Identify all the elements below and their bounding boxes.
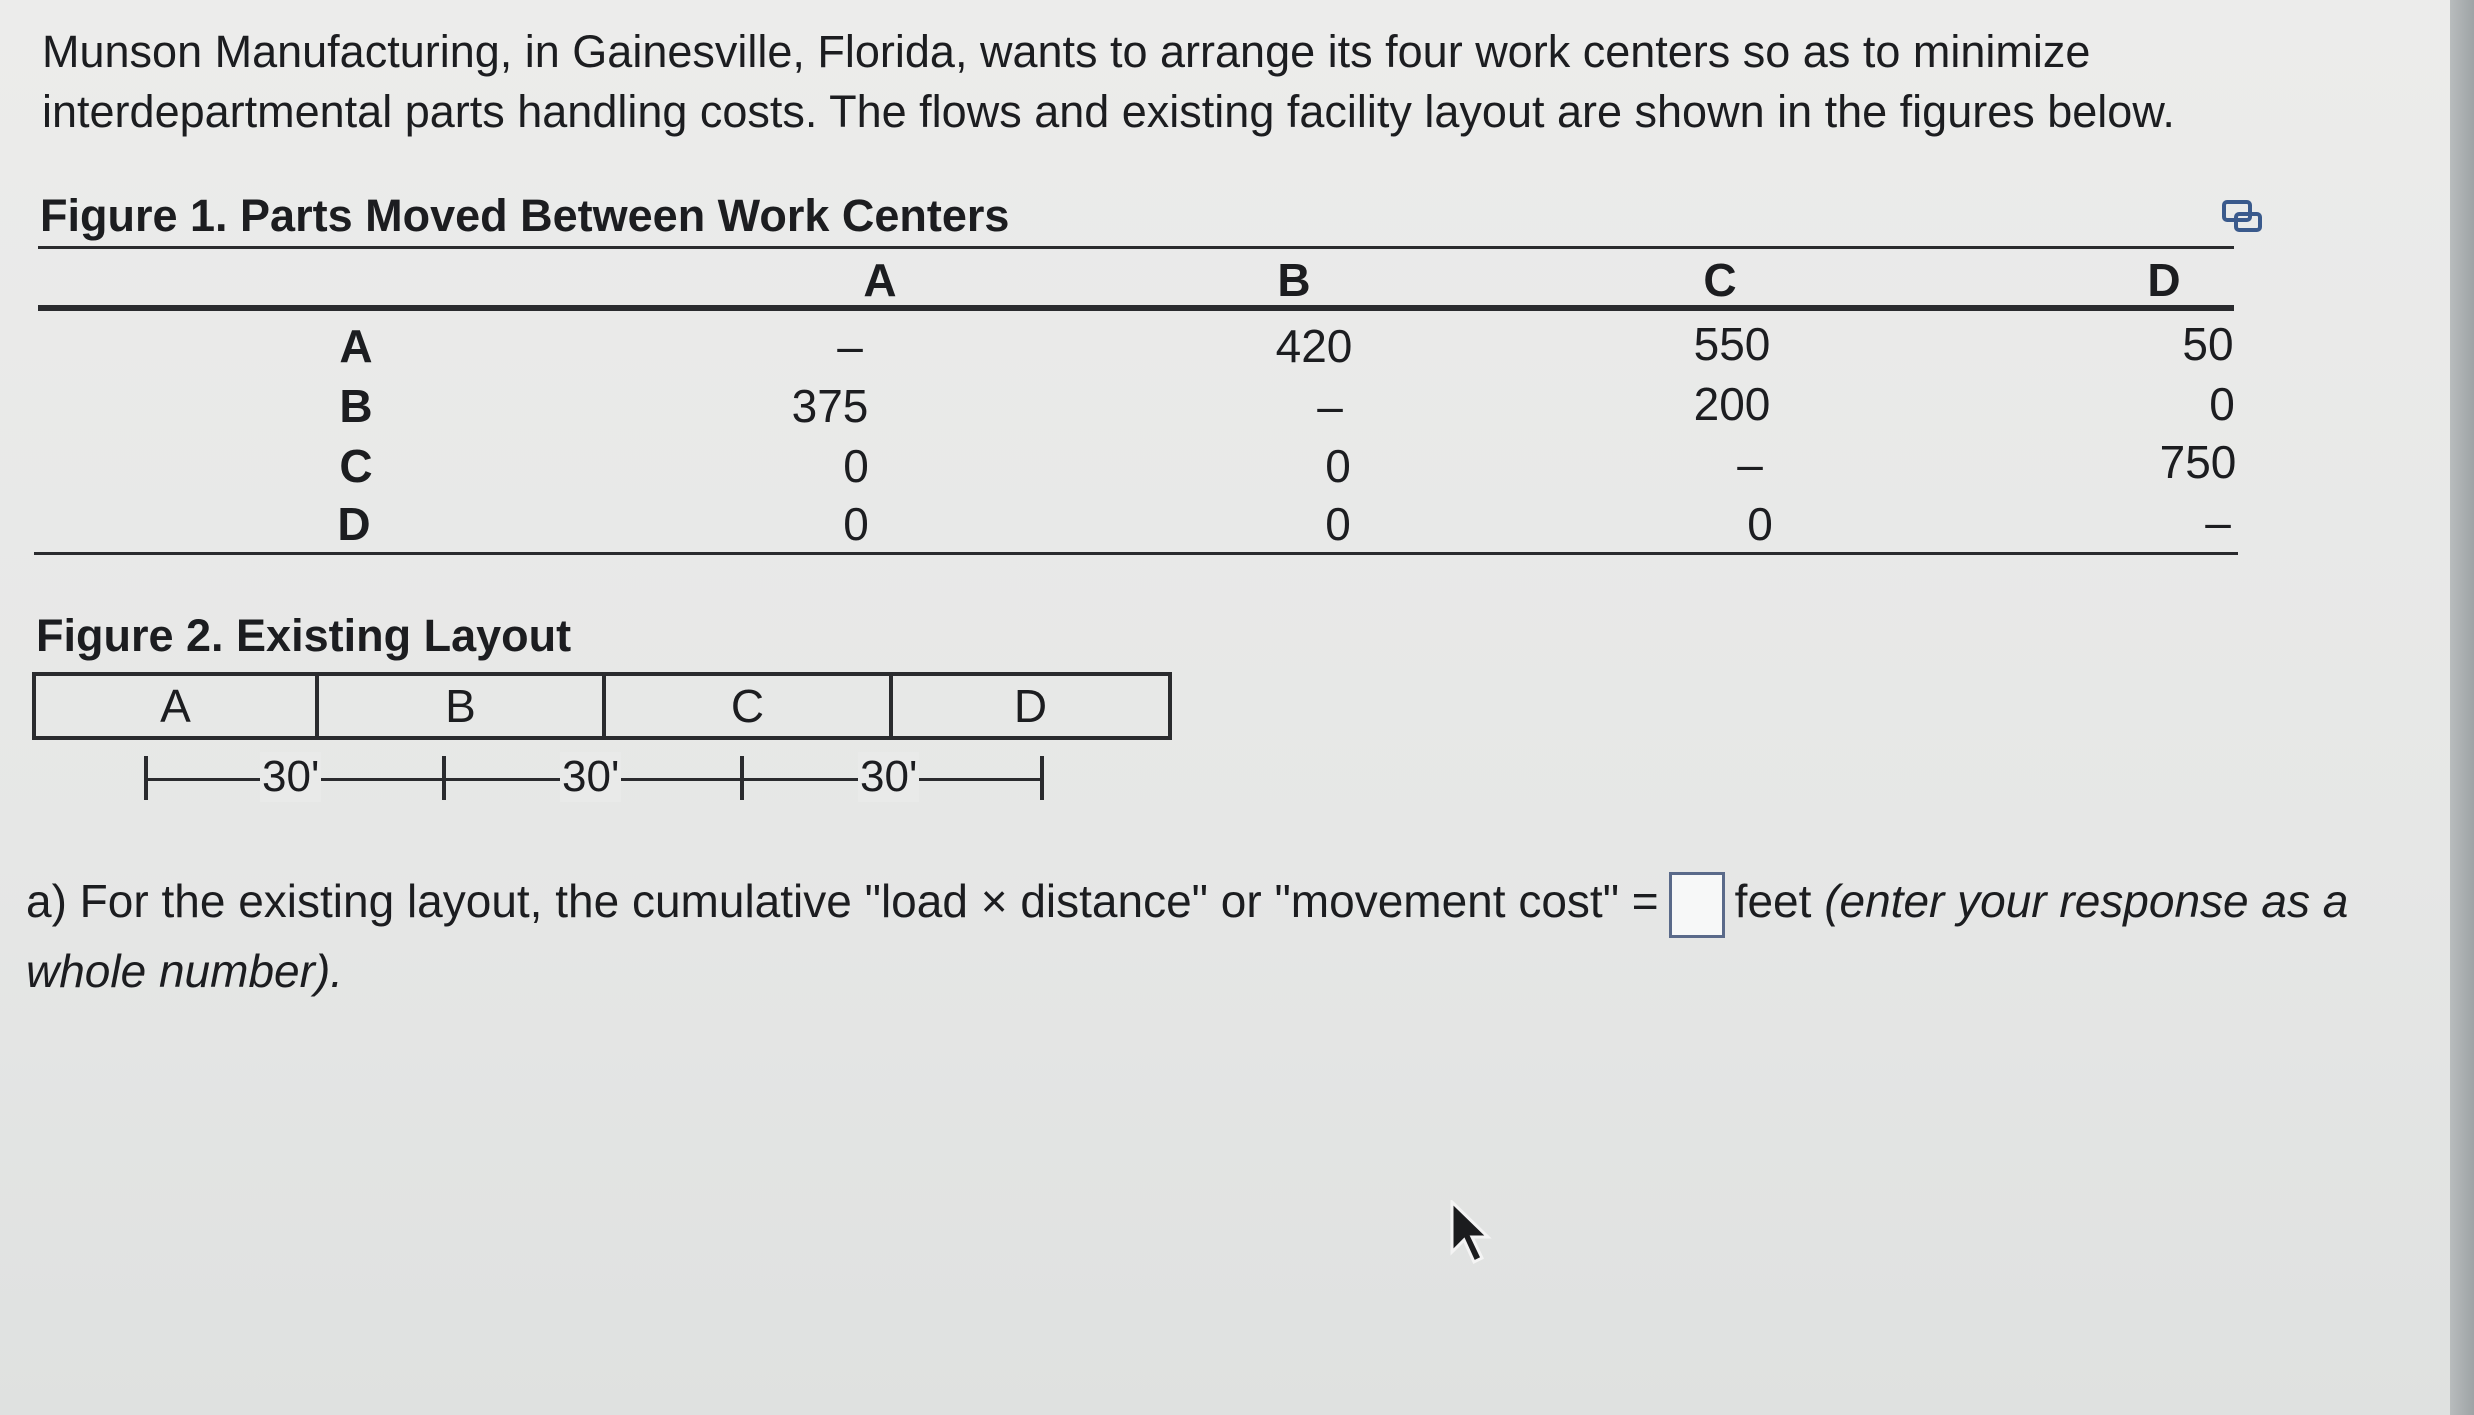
row-header-d: D [337, 498, 371, 550]
answer-unit: feet [1734, 875, 1812, 927]
work-center-d: D [1013, 680, 1048, 732]
table-cell: 0 [843, 498, 869, 550]
table-cell: 0 [2209, 378, 2235, 430]
column-header-d: D [2147, 254, 2181, 306]
table-top-rule [38, 246, 2234, 249]
work-center-c: C [606, 676, 893, 736]
row-header-b: B [339, 380, 373, 432]
problem-intro: Munson Manufacturing, in Gainesville, Florida, wants to arrange its four work centers so as to minimize interdepartmental parts handling costs. The flows and existing facility layout are shown in the figures below. [42, 26, 2175, 137]
table-cell: 375 [791, 380, 869, 432]
table-cell: – [2205, 496, 2231, 548]
row-header-c: C [339, 440, 373, 492]
distance-label: 30' [562, 752, 620, 801]
column-header-a: A [863, 254, 897, 306]
answer-hint: (enter your response as a whole number). [26, 875, 2349, 997]
question-prefix: a) For the existing layout, the cumulative "load × distance" or "movement cost" = [26, 875, 1659, 927]
figure1-title: Figure 1. Parts Moved Between Work Centers [40, 190, 1010, 241]
figure2-title: Figure 2. Existing Layout [36, 610, 572, 661]
column-header-b: B [1277, 254, 1311, 306]
dimension-tick [740, 756, 744, 800]
row-header-a: A [339, 320, 373, 372]
popout-window-icon[interactable] [2220, 196, 2264, 236]
table-cell: – [1737, 438, 1763, 490]
table-cell: 200 [1693, 378, 1771, 430]
table-cell: 0 [1325, 498, 1351, 550]
distance-label: 30' [860, 752, 918, 801]
dimension-tick [442, 756, 446, 800]
column-header-c: C [1703, 254, 1737, 306]
question-a [26, 868, 2376, 1004]
table-cell: 420 [1275, 320, 1353, 372]
table-cell: 50 [2182, 318, 2234, 370]
answer-input[interactable] [1669, 872, 1725, 938]
table-bottom-rule [34, 552, 2238, 555]
window-edge [2450, 0, 2474, 1415]
table-cell: – [1317, 380, 1343, 432]
table-cell: – [837, 320, 863, 372]
table-cell: 750 [2159, 436, 2237, 488]
mouse-pointer-icon [1448, 1200, 1492, 1268]
existing-layout-diagram [32, 672, 1172, 740]
table-header-rule [38, 305, 2234, 311]
work-center-b: B [319, 676, 606, 736]
distance-label: 30' [262, 752, 320, 801]
dimension-tick [1040, 756, 1044, 800]
table-cell: 0 [843, 440, 869, 492]
table-cell: 550 [1693, 318, 1771, 370]
work-center-a: A [36, 676, 319, 736]
dimension-tick [144, 756, 148, 800]
table-cell: 0 [1747, 498, 1773, 550]
table-cell: 0 [1325, 440, 1351, 492]
